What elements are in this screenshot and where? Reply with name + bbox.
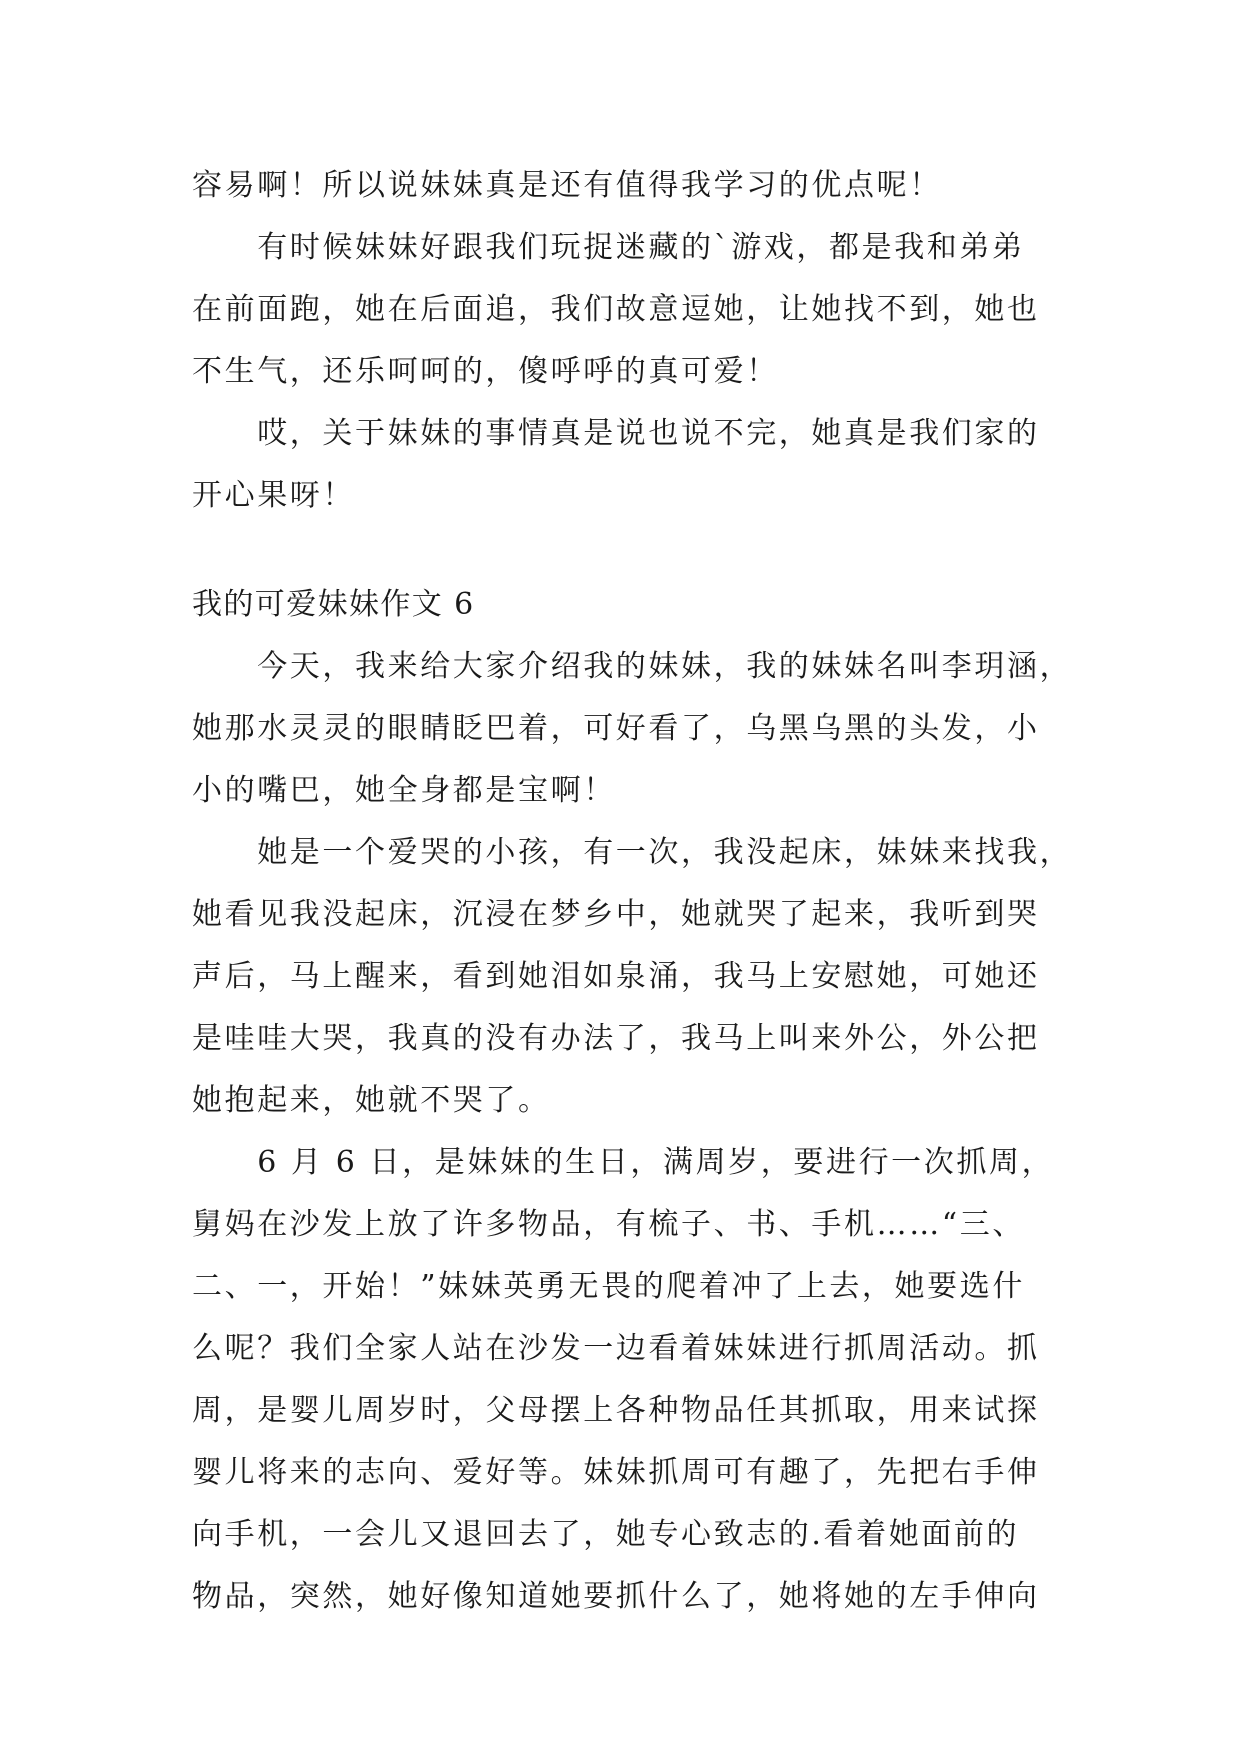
paragraph-line: 她抱起来，她就不哭了。 xyxy=(192,1083,551,1118)
paragraph-line: 有时候妹妹好跟我们玩捉迷藏的`游戏，都是我和弟弟 xyxy=(192,230,1025,265)
paragraph-line: 容易啊！所以说妹妹真是还有值得我学习的优点呢！ xyxy=(192,168,942,203)
paragraph-line: 6 月 6 日，是妹妹的生日，满周岁，要进行一次抓周， xyxy=(192,1145,1055,1180)
paragraph-line: 开心果呀！ xyxy=(192,478,355,513)
paragraph-line: 声后，马上醒来，看到她泪如泉涌，我马上安慰她，可她还 xyxy=(192,959,1040,994)
paragraph-line: 在前面跑，她在后面追，我们故意逗她，让她找不到，她也 xyxy=(192,292,1040,327)
paragraph-line: 哎，关于妹妹的事情真是说也说不完，她真是我们家的 xyxy=(192,416,1040,451)
paragraph-line: 小的嘴巴，她全身都是宝啊！ xyxy=(192,773,616,808)
essay-title: 我的可爱妹妹作文 6 xyxy=(192,587,475,622)
paragraph-line: 二、一，开始！”妹妹英勇无畏的爬着冲了上去，她要选什 xyxy=(192,1269,1025,1304)
paragraph-line: 周，是婴儿周岁时，父母摆上各种物品任其抓取，用来试探 xyxy=(192,1393,1040,1428)
paragraph-line: 今天，我来给大家介绍我的妹妹，我的妹妹名叫李玥涵， xyxy=(192,649,1073,684)
paragraph-line: 她是一个爱哭的小孩，有一次，我没起床，妹妹来找我， xyxy=(192,835,1073,870)
paragraph-line: 舅妈在沙发上放了许多物品，有梳子、书、手机……“三、 xyxy=(192,1207,1025,1242)
paragraph-line: 是哇哇大哭，我真的没有办法了，我马上叫来外公，外公把 xyxy=(192,1021,1040,1056)
paragraph-line: 向手机，一会儿又退回去了，她专心致志的.看着她面前的 xyxy=(192,1517,1020,1552)
paragraph-line: 她那水灵灵的眼睛眨巴着，可好看了，乌黑乌黑的头发，小 xyxy=(192,711,1040,746)
paragraph-line: 婴儿将来的志向、爱好等。妹妹抓周可有趣了，先把右手伸 xyxy=(192,1455,1040,1490)
paragraph-line: 物品，突然，她好像知道她要抓什么了，她将她的左手伸向 xyxy=(192,1579,1040,1614)
paragraph-line: 不生气，还乐呵呵的，傻呼呼的真可爱！ xyxy=(192,354,779,389)
paragraph-line: 她看见我没起床，沉浸在梦乡中，她就哭了起来，我听到哭 xyxy=(192,897,1040,932)
paragraph-line: 么呢？我们全家人站在沙发一边看着妹妹进行抓周活动。抓 xyxy=(192,1331,1040,1366)
